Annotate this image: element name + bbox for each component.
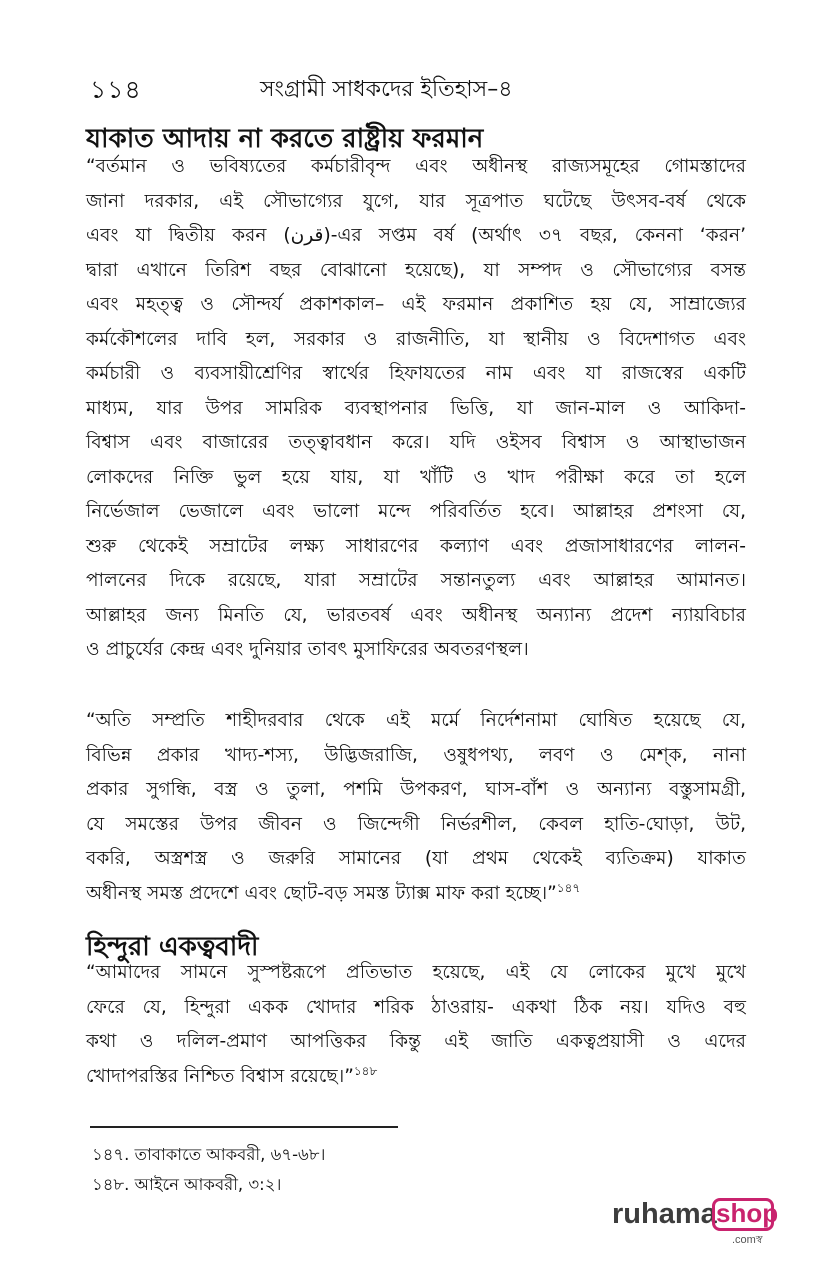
- book-title: সংগ্রামী সাধকদের ইতিহাস–৪: [260, 77, 513, 102]
- text-line: কথা ও দলিল-প্রমাণ আপত্তিকর কিন্তু এই জাতি একত্বপ্রয়াসী ও এদের: [86, 1031, 746, 1052]
- watermark-text: ruhama: [612, 1198, 717, 1230]
- text-line: “আমাদের সামনে সুস্পষ্টরূপে প্রতিভাত হয়েছে, এই যে লোকের মুখে মুখে: [86, 962, 746, 983]
- text-line: প্রকার সুগন্ধি, বস্ত্র ও তুলা, পশমি উপকরণ, ঘাস-বাঁশ ও অন্যান্য বস্তুসামগ্রী,: [86, 779, 746, 800]
- text-line: “অতি সম্প্রতি শাহীদরবার থেকে এই মর্মে নির্দেশনামা ঘোষিত হয়েছে যে,: [86, 710, 746, 731]
- footnote: ১৪৭. তাবাকাতে আকবরী, ৬৭-৬৮।: [92, 1145, 326, 1164]
- section-heading-monotheist: হিন্দুরা একত্ববাদী: [86, 932, 259, 962]
- text-line: এবং মহত্ত্ব ও সৌন্দর্য প্রকাশকাল– এই ফরমান প্রকাশিত হয় যে, সাম্রাজ্যের: [86, 294, 746, 315]
- paragraph-decree: [86, 150, 746, 668]
- text-line: এবং যা দ্বিতীয় করন (قرن)-এর সপ্তম বর্ষ (অর্থাৎ ৩৭ বছর, কেননা ‘করন’: [86, 225, 746, 246]
- text-line: বকরি, অস্ত্রশস্ত্র ও জরুরি সামানের (যা প্রথম থেকেই ব্যতিক্রম) যাকাত: [86, 848, 746, 869]
- section-heading-zakat: যাকাত আদায় না করতে রাষ্ট্রীয় ফরমান: [86, 124, 484, 154]
- text-line: মাধ্যম, যার উপর সামরিক ব্যবস্থাপনার ভিত্তি, যা জান-মাল ও আকিদা-: [86, 397, 746, 419]
- text-line-content: খোদাপরস্তির নিশ্চিত বিশ্বাস রয়েছে।”: [86, 1065, 354, 1087]
- text-line: দ্বারা এখানে তিরিশ বছর বোঝানো হয়েছে), যা সম্পদ ও সৌভাগ্যের বসন্ত: [86, 259, 746, 281]
- running-head: [90, 66, 740, 106]
- text-line: [86, 877, 746, 912]
- text-line: জানা দরকার, এই সৌভাগ্যের যুগে, যার সূত্রপাত ঘটেছে উৎসব-বর্ষ থেকে: [86, 190, 746, 212]
- text-line: আল্লাহর জন্য মিনতি যে, ভারতবর্ষ এবং অধীনস্থ অন্যান্য প্রদেশ ন্যায়বিচার: [86, 604, 746, 626]
- text-line: [86, 1060, 746, 1095]
- text-line: লোকদের নিক্তি ভুল হয়ে যায়, যা খাঁটি ও খাদ পরীক্ষা করে তা হলে: [86, 466, 746, 488]
- text-line: কর্মকৌশলের দাবি হল, সরকার ও রাজনীতি, যা স্থানীয় ও বিদেশাগত এবং: [86, 328, 746, 350]
- watermark-logo: [612, 1198, 782, 1246]
- text-line: শুরু থেকেই সম্রাটের লক্ষ্য সাধারণের কল্যাণ এবং প্রজাসাধারণের লালন-: [86, 535, 746, 557]
- footnote-divider: [90, 1126, 398, 1128]
- footnote-ref: ১৪৮: [353, 1063, 378, 1078]
- text-line: কর্মচারী ও ব্যবসায়ীশ্রেণির স্বার্থের হিফাযতের নাম এবং যা রাজস্বের একটি: [86, 363, 746, 384]
- text-line: ফেরে যে, হিন্দুরা একক খোদার শরিক ঠাওরায়- একথা ঠিক নয়। যদিও বহু: [86, 996, 746, 1018]
- paragraph-tax-exemption: [86, 704, 746, 911]
- text-line: নির্ভেজাল ভেজালে এবং ভালো মন্দে পরিবর্তিত হবে। আল্লাহর প্রশংসা যে,: [86, 501, 746, 522]
- text-line-content: অধীনস্থ সমস্ত প্রদেশে এবং ছোট-বড় সমস্ত ট্যাক্স মাফ করা হচ্ছে।”: [86, 882, 557, 904]
- footnotes: [92, 1140, 325, 1200]
- watermark-subtext: .comস্ব: [732, 1234, 763, 1246]
- watermark-badge-text: shop: [716, 1198, 779, 1228]
- text-line: “বর্তমান ও ভবিষ্যতের কর্মচারীবৃন্দ এবং অধীনস্থ রাজ্যসমূহের গোমস্তাদের: [86, 156, 746, 177]
- paragraph-monotheism: [86, 956, 746, 1094]
- footnote-ref: ১৪৭: [556, 880, 581, 895]
- text-line: পালনের দিকে রয়েছে, যারা সম্রাটের সন্তানতুল্য এবং আল্লাহর আমানত।: [86, 570, 746, 591]
- text-line: বিশ্বাস এবং বাজারের তত্ত্বাবধান করে। যদি ওইসব বিশ্বাস ও আস্থাভাজন: [86, 432, 746, 453]
- page-number: ১১৪: [90, 75, 142, 104]
- footnote: ১৪৮. আইনে আকবরী, ৩:২।: [92, 1175, 282, 1194]
- text-line: যে সমস্তের উপর জীবন ও জিন্দেগী নির্ভরশীল, কেবল হাতি-ঘোড়া, উট,: [86, 813, 746, 835]
- text-line: বিভিন্ন প্রকার খাদ্য-শস্য, উদ্ভিজরাজি, ওষুধপথ্য, লবণ ও মেশ্ক, নানা: [86, 744, 746, 766]
- text-line: ও প্রাচুর্যের কেন্দ্র এবং দুনিয়ার তাবৎ মুসাফিরের অবতরণস্থল।: [86, 639, 529, 660]
